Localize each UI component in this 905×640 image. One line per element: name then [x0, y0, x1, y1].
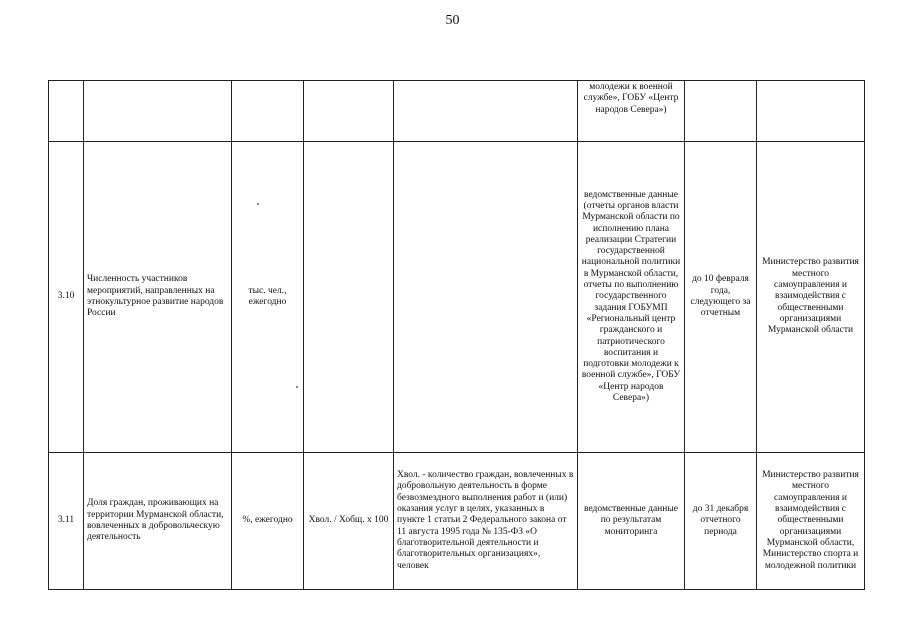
unit-cell: %, ежегодно [232, 453, 304, 590]
indicators-table [48, 80, 865, 590]
table-row [49, 81, 865, 142]
scan-speck [296, 386, 298, 388]
formula-cell [304, 142, 394, 453]
unit-cell [232, 81, 304, 142]
method-cell: Хвол. - количество граждан, вовлеченных в добровольную деятельность в форме безвозмездного выполнения работ и (или) оказания услуг в целях, указанных в пункте 1 статьи 2 Федерального закона от 11 августа 1995 года № 135-ФЗ «О благотворительной деятельности и благотворительных организациях», человек [394, 453, 578, 590]
table-row [49, 142, 865, 453]
row-number-cell: 3.11 [49, 453, 84, 590]
method-cell [394, 142, 578, 453]
responsible-cell [757, 81, 865, 142]
responsible-cell: Министерство развития местного самоуправления и взаимодействия с общественными организациями Мурманской области, Министерство спорта и молодежной политики [757, 453, 865, 590]
table-row [49, 453, 865, 590]
deadline-cell: до 10 февраля года, следующего за отчетным [685, 142, 757, 453]
formula-cell [304, 81, 394, 142]
indicator-name-cell [84, 81, 232, 142]
page-number: 50 [445, 13, 460, 28]
formula-cell: Хвол. / Хобщ. х 100 [304, 453, 394, 590]
responsible-cell: Министерство развития местного самоуправления и взаимодействия с общественными организациями Мурманской области [757, 142, 865, 453]
data-source-cell: ведомственные данные (отчеты органов власти Мурманской области по исполнению плана реализации Стратегии государственной национальной политики в Мурманской области, отчеты по выполнению государственного задания ГОБУМП «Региональный центр гражданского и патриотического воспитания и подготовки молодежи к военной службе», ГОБУ «Центр народов Севера») [578, 142, 685, 453]
unit-cell: тыс. чел., ежегодно [232, 142, 304, 453]
scan-speck [257, 203, 259, 205]
data-source-cell: ведомственные данные по результатам мониторинга [578, 453, 685, 590]
deadline-cell [685, 81, 757, 142]
row-number-cell: 3.10 [49, 142, 84, 453]
indicator-name-cell: Численность участников мероприятий, направленных на этнокультурное развитие народов России [84, 142, 232, 453]
data-source-cell: молодежи к военной службе», ГОБУ «Центр народов Севера») [578, 81, 685, 142]
deadline-cell: до 31 декабря отчетного периода [685, 453, 757, 590]
method-cell [394, 81, 578, 142]
row-number-cell [49, 81, 84, 142]
indicator-name-cell: Доля граждан, проживающих на территории Мурманской области, вовлеченных в добровольческую деятельность [84, 453, 232, 590]
